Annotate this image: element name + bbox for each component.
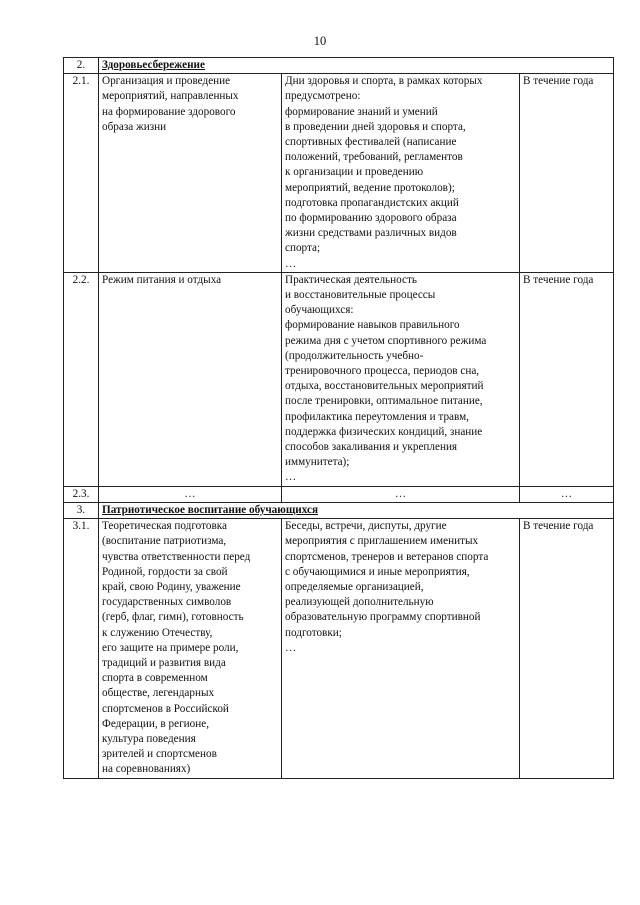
text-line: подготовки;	[285, 626, 342, 639]
text-line: спортсменов, тренеров и ветеранов спорта	[285, 550, 489, 563]
text-line: мероприятий, направленных	[102, 90, 239, 103]
text-line: жизни средствами различных видов	[285, 227, 457, 240]
text-line: …	[285, 257, 297, 270]
row-number: 2.3.	[64, 486, 99, 502]
text-line: …	[285, 641, 297, 654]
text-line: в проведении дней здоровья и спорта,	[285, 120, 466, 133]
events-plan-table	[63, 57, 614, 779]
text-line: к организации и проведению	[285, 166, 424, 179]
text-line: обществе, легендарных	[102, 687, 215, 700]
text-line: профилактика переутомления и травм,	[285, 410, 469, 423]
text-line: мероприятия с приглашением именитых	[285, 535, 479, 548]
text-line: поддержка физических кондиций, знание	[285, 425, 483, 438]
text-line: предусмотрено:	[285, 90, 361, 103]
event-term-cell: …	[520, 486, 614, 502]
text-line: формирование навыков правильного	[285, 319, 460, 332]
text-line: тренировочного процесса, периодов сна,	[285, 365, 480, 378]
text-line: традиций и развития вида	[102, 656, 226, 669]
event-content-cell	[282, 74, 520, 273]
section-title: Здоровьесбережение	[99, 58, 614, 74]
table-row	[64, 519, 614, 778]
text-line: определяемые организацией,	[285, 580, 424, 593]
text-line: Родиной, гордости за свой	[102, 565, 228, 578]
table-row	[64, 74, 614, 273]
row-number: 3.1.	[64, 519, 99, 778]
text-line: иммунитета);	[285, 456, 350, 469]
text-line: зрителей и спортсменов	[102, 748, 217, 761]
text-line: положений, требований, регламентов	[285, 151, 463, 164]
event-content-cell	[282, 519, 520, 778]
event-term-cell: В течение года	[520, 272, 614, 486]
section-title: Патриотическое воспитание обучающихся	[99, 502, 614, 518]
text-line: и восстановительные процессы	[285, 289, 436, 302]
text-line: Режим питания и отдыха	[102, 273, 222, 286]
event-content-cell	[282, 272, 520, 486]
event-name-cell: …	[99, 486, 282, 502]
text-line: Теоретическая подготовка	[102, 520, 227, 533]
text-line: (герб, флаг, гимн), готовность	[102, 611, 244, 624]
text-line: к служению Отечеству,	[102, 626, 213, 639]
text-line: с обучающимися и иные мероприятия,	[285, 565, 470, 578]
text-line: обучающихся:	[285, 304, 354, 317]
text-line: спорта в современном	[102, 672, 208, 685]
text-line: на формирование здорового	[102, 105, 236, 118]
text-line: режима дня с учетом спортивного режима	[285, 334, 487, 347]
text-line: государственных символов	[102, 596, 232, 609]
text-line: чувства ответственности перед	[102, 550, 251, 563]
text-line: спорта;	[285, 242, 321, 255]
event-term-cell: В течение года	[520, 519, 614, 778]
text-line: (продолжительность учебно-	[285, 349, 424, 362]
event-name-cell	[99, 272, 282, 486]
text-line: его защите на примере роли,	[102, 641, 239, 654]
text-line: образа жизни	[102, 120, 167, 133]
text-line: край, свою Родину, уважение	[102, 580, 241, 593]
event-name-cell	[99, 519, 282, 778]
text-line: Беседы, встречи, диспуты, другие	[285, 520, 447, 533]
text-line: подготовка пропагандистских акций	[285, 196, 459, 209]
text-line: отдыха, восстановительных мероприятий	[285, 380, 484, 393]
text-line: Практическая деятельность	[285, 273, 417, 286]
text-line: по формированию здорового образа	[285, 212, 457, 225]
text-line: спортивных фестивалей (написание	[285, 136, 457, 149]
section-header-row	[64, 58, 614, 74]
event-content-cell: …	[282, 486, 520, 502]
text-line: (воспитание патриотизма,	[102, 535, 227, 548]
table-row	[64, 272, 614, 486]
text-line: …	[285, 471, 297, 484]
section-number: 3.	[64, 502, 99, 518]
text-line: Федерации, в регионе,	[102, 717, 209, 730]
section-number: 2.	[64, 58, 99, 74]
page-number: 10	[313, 34, 327, 48]
text-line: реализующей дополнительную	[285, 596, 434, 609]
text-line: культура поведения	[102, 732, 196, 745]
text-line: на соревнованиях)	[102, 763, 191, 776]
text-line: Дни здоровья и спорта, в рамках которых	[285, 75, 483, 88]
text-line: способов закаливания и укрепления	[285, 441, 458, 454]
text-line: Организация и проведение	[102, 75, 231, 88]
text-line: мероприятий, ведение протоколов);	[285, 181, 455, 194]
row-number: 2.1.	[64, 74, 99, 273]
event-term-cell: В течение года	[520, 74, 614, 273]
row-number: 2.2.	[64, 272, 99, 486]
text-line: после тренировки, оптимальное питание,	[285, 395, 483, 408]
table-row	[64, 486, 614, 502]
section-header-row	[64, 502, 614, 518]
text-line: формирование знаний и умений	[285, 105, 438, 118]
text-line: образовательную программу спортивной	[285, 611, 481, 624]
event-name-cell	[99, 74, 282, 273]
text-line: спортсменов в Российской	[102, 702, 229, 715]
